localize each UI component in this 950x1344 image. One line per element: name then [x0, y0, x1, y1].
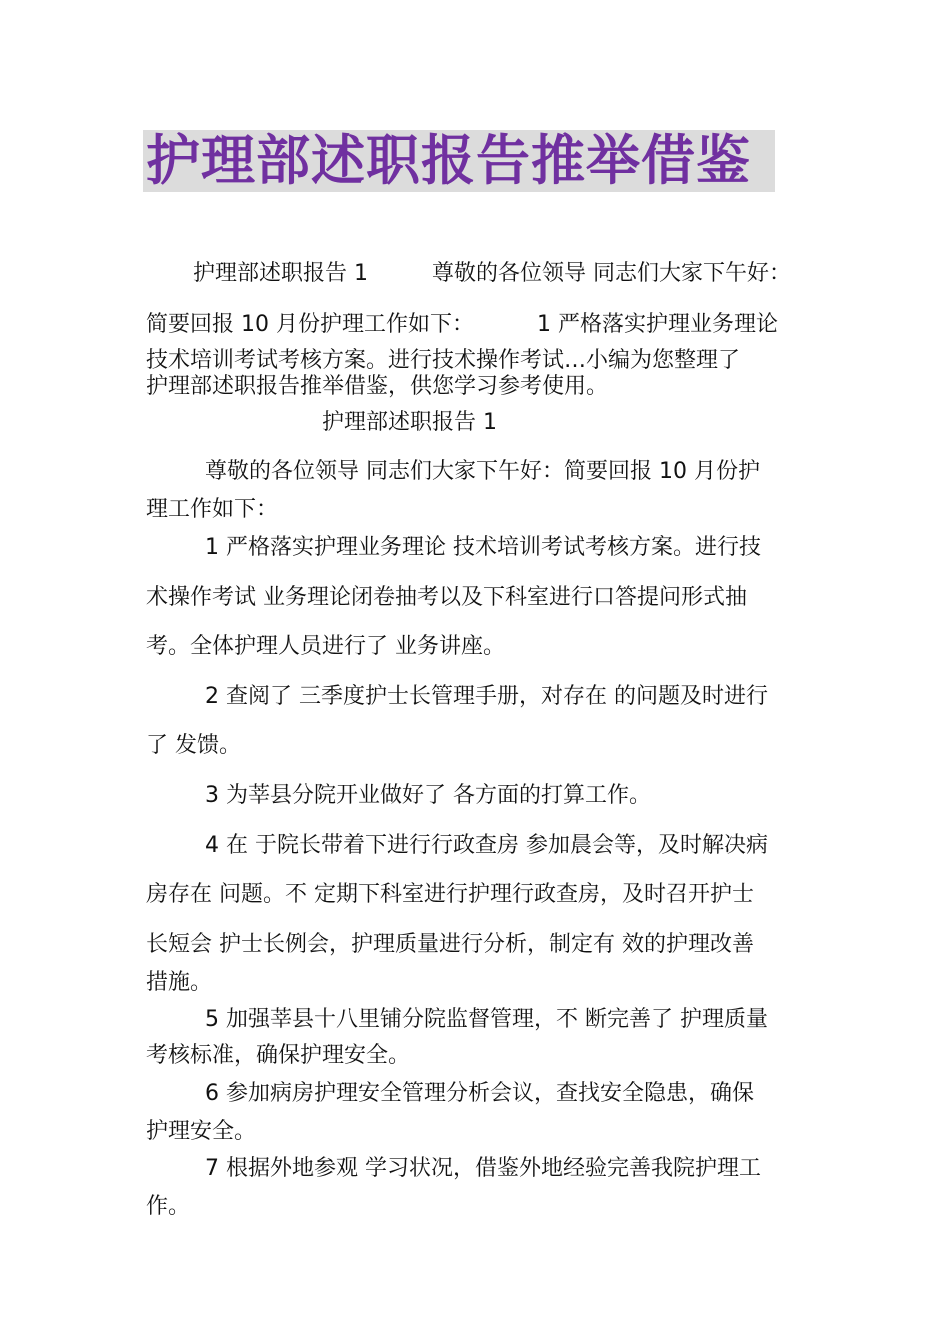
body-line: 考核标准，确保护理安全。	[146, 1043, 411, 1068]
body-line: 5 加强莘县十八里铺分院监督管理，不 断完善了 护理质量	[205, 1007, 768, 1032]
intro-summary: 简要回报 10 月份护理工作如下：	[146, 312, 474, 337]
body-line: 作。	[146, 1194, 191, 1219]
body-line: 术操作考试 业务理论闭卷抽考以及下科室进行口答提问形式抽	[146, 585, 747, 610]
body-line: 措施。	[146, 970, 213, 995]
body-line: 尊敬的各位领导 同志们大家下午好：简要回报 10 月份护	[205, 459, 760, 484]
intro-heading: 护理部述职报告 1	[193, 261, 368, 286]
intro-line: 护理部述职报告推举借鉴，供您学习参考使用。	[146, 374, 609, 399]
body-line: 4 在 于院长带着下进行行政查房 参加晨会等，及时解决病	[205, 833, 768, 858]
body-line: 理工作如下：	[146, 497, 279, 522]
body-line: 6 参加病房护理安全管理分析会议，查找安全隐患，确保	[205, 1081, 754, 1106]
intro-greeting: 尊敬的各位领导 同志们大家下午好：	[432, 261, 791, 286]
intro-item: 1 严格落实护理业务理论	[537, 312, 778, 337]
body-line: 长短会 护士长例会，护理质量进行分析，制定有 效的护理改善	[146, 932, 754, 957]
body-line: 3 为莘县分院开业做好了 各方面的打算工作。	[205, 783, 651, 808]
intro-line: 技术培训考试考核方案。进行技术操作考试…小编为您整理了	[146, 348, 741, 373]
document-title: 护理部述职报告推举借鉴	[146, 129, 751, 192]
section-heading: 护理部述职报告 1	[322, 410, 497, 435]
body-line: 7 根据外地参观 学习状况，借鉴外地经验完善我院护理工	[205, 1156, 761, 1181]
body-line: 了 发馈。	[146, 733, 241, 758]
body-line: 考。全体护理人员进行了 业务讲座。	[146, 634, 505, 659]
body-line: 房存在 问题。不 定期下科室进行护理行政查房，及时召开护士	[146, 882, 754, 907]
body-line: 1 严格落实护理业务理论 技术培训考试考核方案。进行技	[205, 535, 761, 560]
body-line: 护理安全。	[146, 1119, 257, 1144]
body-line: 2 查阅了 三季度护士长管理手册，对存在 的问题及时进行	[205, 684, 768, 709]
